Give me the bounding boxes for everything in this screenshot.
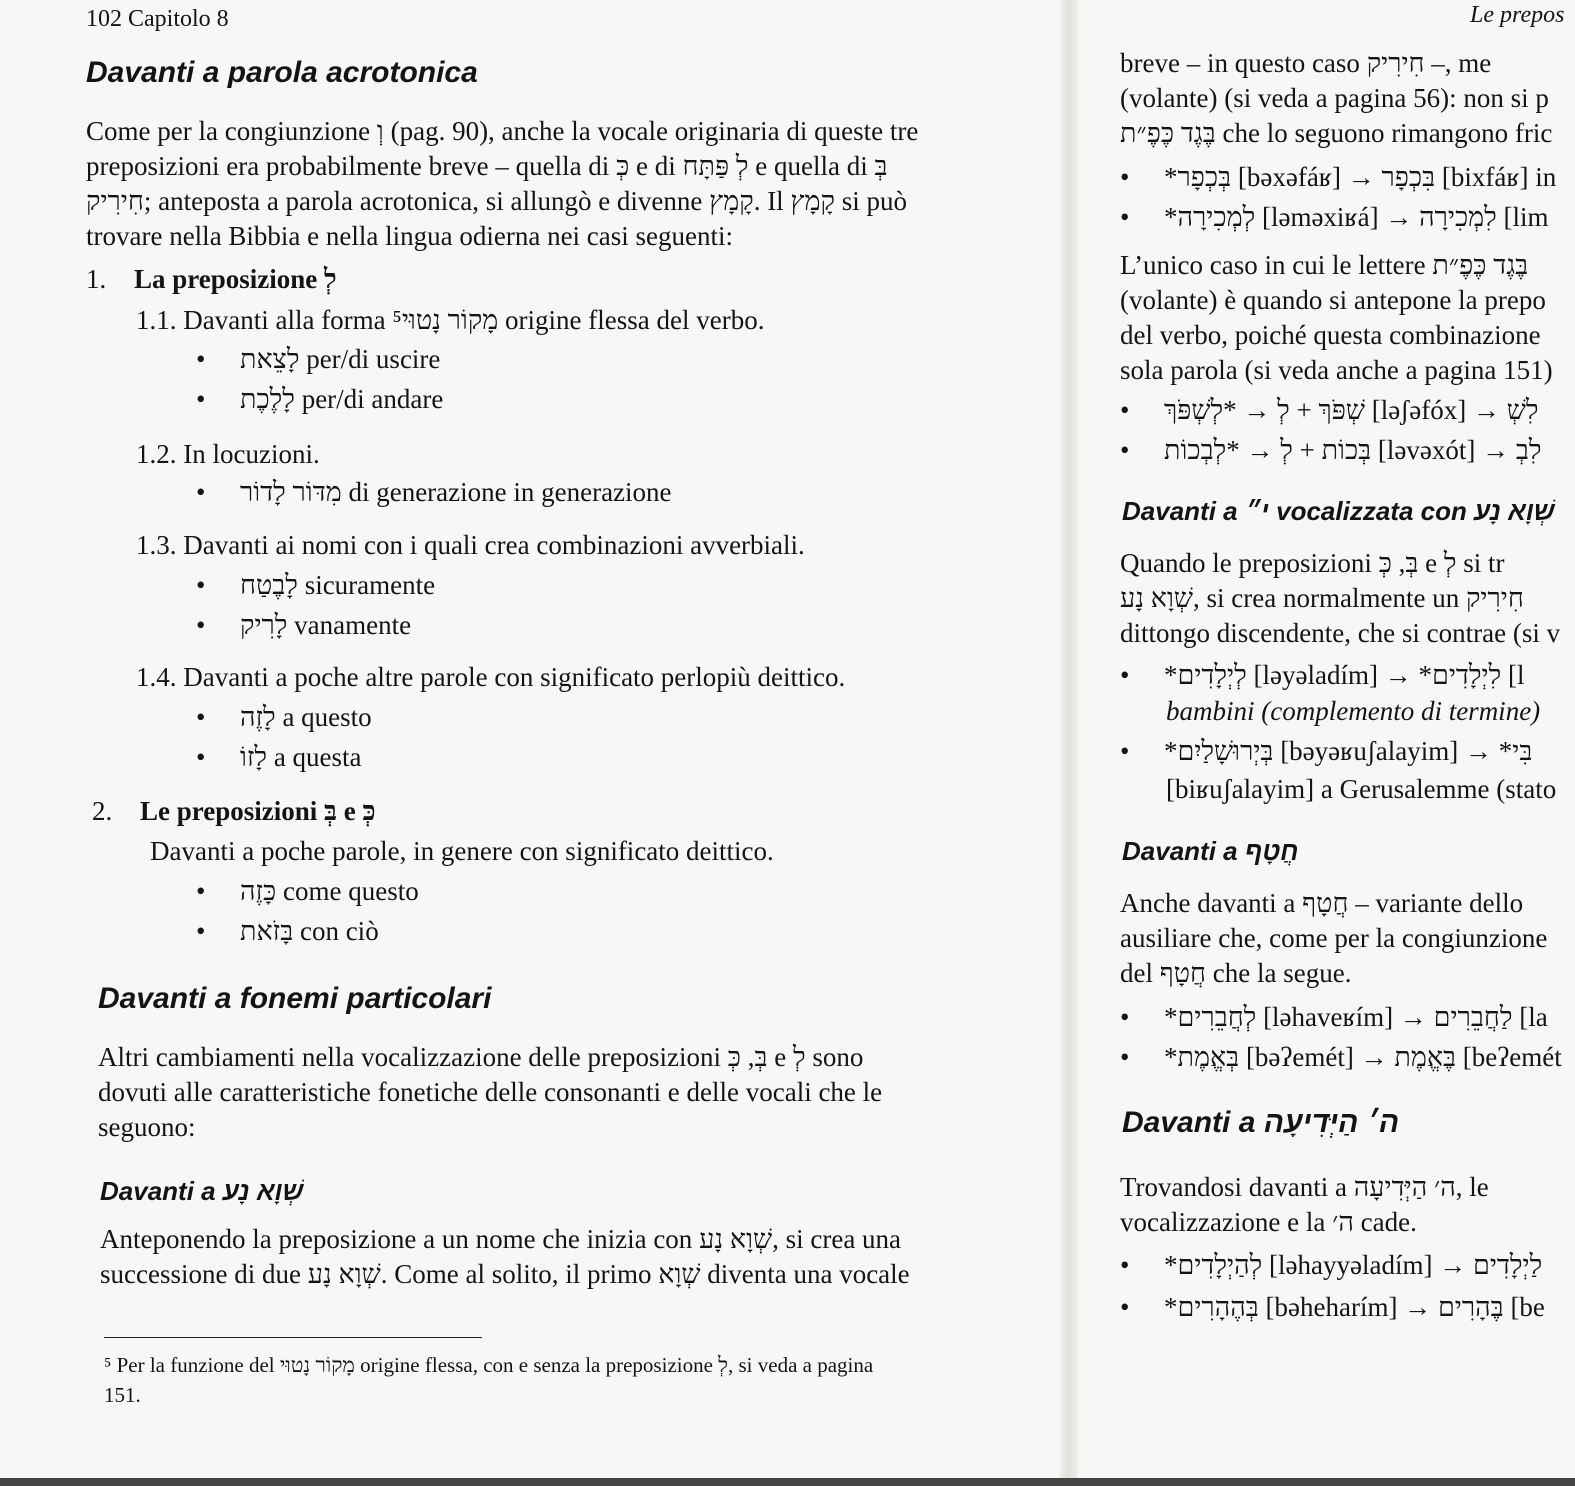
bullet-item: • *לְיְלָדִים [ləyəladím] → *לִיְלָדִים [l bbox=[1120, 660, 1525, 690]
page-gutter bbox=[1060, 0, 1078, 1486]
bullet-item: • מִדּוֹר לָדוֹר di generazione in generazione bbox=[196, 477, 672, 507]
text-line: חִירִיק; anteposta a parola acrotonica, si allungò e divenne קָמָץ. Il קָמָץ si può bbox=[86, 186, 907, 216]
text-line: seguono: bbox=[98, 1112, 196, 1142]
list-item-1 bbox=[86, 262, 337, 297]
bullet-item: • *בְּאֱמֶת [bəʔemét] → בֶּאֱמֶת [beʔemét bbox=[1120, 1042, 1562, 1072]
subitem-1-1: 1.1. Davanti alla forma ⁵מָקוֹר נָטוּי origine flessa del verbo. bbox=[136, 305, 765, 335]
subitem-1-4: 1.4. Davanti a poche altre parole con significato perlopiù deittico. bbox=[136, 662, 846, 692]
list-item-2 bbox=[92, 794, 376, 829]
bullet-item: • בְּכוֹת + לְ → *לְבְכוֹת [ləvəxót] → לִבְ bbox=[1120, 435, 1542, 465]
heading-shva: Davanti a שְׁוָא נָע bbox=[100, 1176, 304, 1206]
footnote bbox=[104, 1350, 873, 1410]
item-title: Le preposizioni בְּ e כְּ bbox=[140, 796, 376, 826]
text-line: sola parola (si veda anche a pagina 151) bbox=[1120, 355, 1553, 385]
right-page bbox=[1078, 0, 1575, 1486]
text-line: Anteponendo la preposizione a un nome che inizia con שְׁוָא נָע, si crea una bbox=[100, 1224, 902, 1254]
text-line: vocalizzazione e la ה׳ cade. bbox=[1120, 1207, 1417, 1237]
text-line: 151. bbox=[104, 1383, 141, 1407]
text-line: ausiliare che, come per la congiunzione bbox=[1120, 923, 1548, 953]
bullet-item: • בָּזֹאת con ciò bbox=[196, 916, 379, 946]
bullet-continuation: [biʁuʃalayim] a Gerusalemme (stato bbox=[1166, 774, 1557, 804]
bullet-item: • כָּזֶה come questo bbox=[196, 876, 419, 906]
page-header: 102 Capitolo 8 bbox=[86, 6, 229, 32]
bullet-item: • לָזוֹ a questa bbox=[196, 742, 362, 772]
footnote-rule bbox=[104, 1337, 482, 1338]
text-line: Come per la congiunzione וְ (pag. 90), anche la vocale originaria di queste tre bbox=[86, 116, 919, 146]
bullet-item: • לָבֶטַח sicuramente bbox=[196, 570, 436, 600]
text-line: Quando le preposizioni בְּ, כְּ e לְ si tr bbox=[1120, 548, 1505, 578]
bullet-item: • *לְמְכִירָה [ləməxiʁá] → לִמְכִירָה [lim bbox=[1120, 202, 1549, 232]
subitem-1-3: 1.3. Davanti ai nomi con i quali crea combinazioni avverbiali. bbox=[136, 530, 805, 560]
page-header: Le prepos bbox=[1470, 2, 1565, 28]
text-line: (volante) è quando si antepone la prepo bbox=[1120, 285, 1546, 315]
text-line: trovare nella Bibbia e nella lingua odierna nei casi seguenti: bbox=[86, 221, 734, 251]
text-line: dittongo discendente, che si contrae (si v bbox=[1120, 618, 1561, 648]
paragraph-fonemi bbox=[98, 1040, 882, 1145]
text-line: בֶּגֶד כֶּפֶ״ת che lo seguono rimangono fric bbox=[1120, 118, 1553, 148]
paragraph bbox=[1120, 886, 1547, 991]
heading-fonemi: Davanti a fonemi particolari bbox=[98, 982, 492, 1015]
bullet-continuation: bambini (complemento di termine) bbox=[1166, 696, 1541, 726]
text-line: successione di due שְׁוָא נָע. Come al solito, il primo שְׁוָא diventa una vocale bbox=[100, 1259, 910, 1289]
text-line: del verbo, poiché questa combinazione bbox=[1120, 320, 1541, 350]
bullet-item: • לָרִיק vanamente bbox=[196, 610, 412, 640]
paragraph bbox=[1120, 46, 1552, 151]
paragraph bbox=[1120, 248, 1553, 388]
text-line: L’unico caso in cui le lettere בֶּגֶד כֶּפֶ״ת bbox=[1120, 250, 1529, 280]
heading-he: Davanti a ה׳ הַיְּדִיעָה bbox=[1122, 1106, 1400, 1139]
text-line: Trovandosi davanti a ה׳ הַיְּדִיעָה, le bbox=[1120, 1172, 1489, 1202]
bullet-item: • לָלֶכֶת per/di andare bbox=[196, 384, 444, 414]
scan-edge bbox=[0, 1478, 1575, 1486]
paragraph-shva bbox=[100, 1222, 910, 1292]
heading-yod: Davanti a י״ vocalizzata con שְׁוָא נָע bbox=[1122, 496, 1555, 526]
bullet-item: • לָצֵאת per/di uscire bbox=[196, 344, 441, 374]
item-number: 2. bbox=[92, 796, 113, 826]
text-line: Altri cambiamenti nella vocalizzazione delle preposizioni בְּ, כְּ e לְ sono bbox=[98, 1042, 864, 1072]
text-line: dovuti alle caratteristiche fonetiche delle consonanti e delle vocali che le bbox=[98, 1077, 883, 1107]
item-2-text: Davanti a poche parole, in genere con significato deittico. bbox=[150, 836, 774, 866]
bullet-item: • לָזֶה a questo bbox=[196, 702, 372, 732]
text-line: del חֲטָף che la segue. bbox=[1120, 958, 1352, 988]
heading-chataf: Davanti a חֲטָף bbox=[1122, 836, 1299, 866]
bullet-item: • *בְּכְפָר [bəxəfáʁ] → בִּכְפָר [bixfáʁ] in bbox=[1120, 162, 1557, 192]
bullet-item: • *לְחֲבֵרִים [ləhaveʁím] → לַחֲבֵרִים [la bbox=[1120, 1002, 1548, 1032]
heading-acrotonica: Davanti a parola acrotonica bbox=[86, 56, 478, 89]
paragraph bbox=[1120, 546, 1560, 651]
bullet-item: • *בְּהֶהָרִים [bəheharím] → בֶּהָרִים [be bbox=[1120, 1292, 1545, 1322]
item-number: 1. bbox=[86, 264, 107, 294]
item-title: La preposizione לְ bbox=[134, 264, 337, 294]
bullet-item: • שְׁפֹּךְ + לְ → *לְשְׁפֹּךְ [ləʃəfóx] → לִשְׁ bbox=[1120, 395, 1539, 425]
text-line: preposizioni era probabilmente breve – quella di כְּ e di לְ פַּתָּח e quella di בְּ bbox=[86, 151, 888, 181]
text-line: breve – in questo caso חִירִיק –, me bbox=[1120, 48, 1492, 78]
paragraph-acrotonica bbox=[86, 114, 918, 254]
text-line: שְׁוָא נָע, si crea normalmente un חִירִיק bbox=[1120, 583, 1524, 613]
bullet-item: • *לְהַיְלָדִים [ləhayyəladím] → לַיְלָדִים bbox=[1120, 1250, 1543, 1280]
text-line: ⁵ Per la funzione del מָקוֹר נָטוּי origine flessa, con e senza la preposizione לְ, si veda a pagina bbox=[104, 1353, 874, 1377]
paragraph bbox=[1120, 1170, 1489, 1240]
text-line: (volante) (si veda a pagina 56): non si p bbox=[1120, 83, 1549, 113]
bullet-item: • *בְּיְרוּשָׁלַיִם [bəyəʁuʃalayim] → *בִּי bbox=[1120, 736, 1533, 766]
text-line: Anche davanti a חֲטָף – variante dello bbox=[1120, 888, 1524, 918]
subitem-1-2: 1.2. In locuzioni. bbox=[136, 439, 320, 469]
